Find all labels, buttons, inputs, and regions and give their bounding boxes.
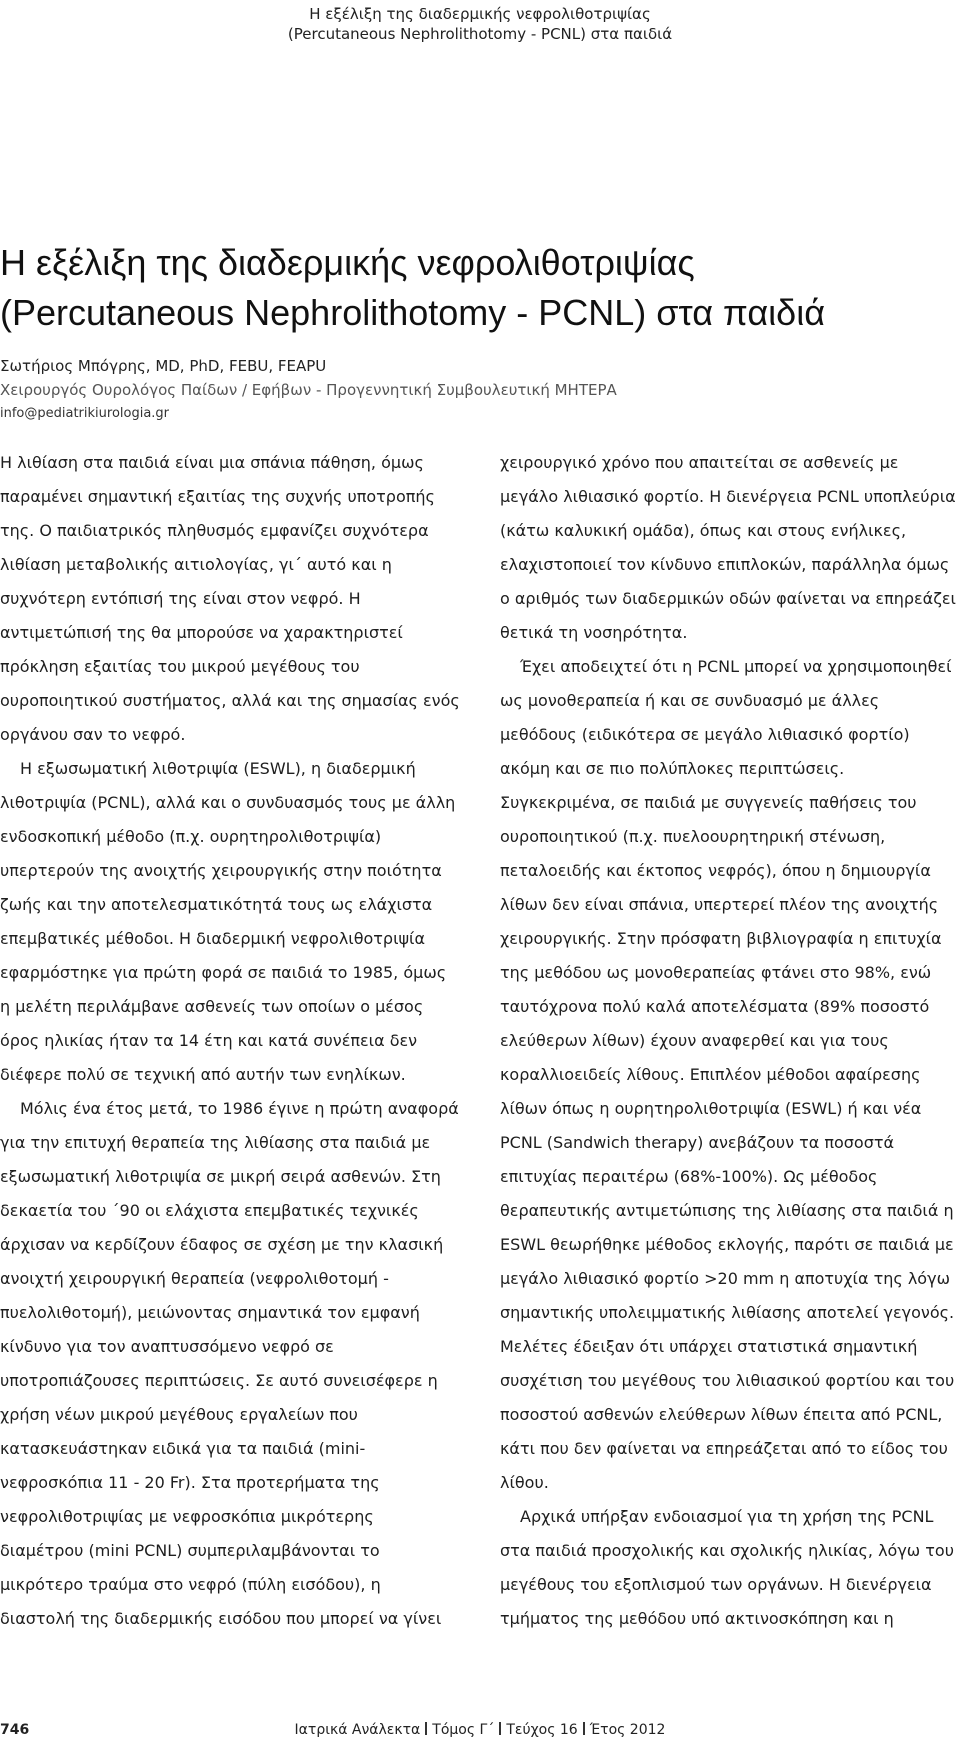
paragraph: Αρχικά υπήρξαν ενδοιασμοί για τη χρήση της PCNL στα παιδιά προσχολικής και σχολικής ηλικίας, λόγω του μεγέθους του εξοπλισμού των οργάνων. Η διενέργεια τμήματος της μεθόδου υπό ακτινοσκόπηση και η: [500, 1507, 954, 1628]
journal-year: Έτος 2012: [589, 1722, 666, 1738]
separator: [499, 1722, 501, 1735]
separator: [425, 1722, 427, 1735]
journal-info: [0, 1718, 960, 1742]
body-column-left: [0, 446, 460, 1636]
journal-issue: Τεύχος 16: [506, 1722, 578, 1738]
article-title-line-1: Η εξέλιξη της διαδερμικής νεφρολιθοτριψίας: [0, 242, 695, 283]
author-affiliation: Χειρουργός Ουρολόγος Παίδων / Εφήβων - Προγεννητική Συμβουλευτική ΜΗΤΕΡΑ: [0, 381, 617, 399]
page-footer: [0, 1718, 960, 1742]
separator: [583, 1722, 585, 1735]
journal-volume: Τόμος Γ΄: [432, 1722, 495, 1738]
running-header-line-2: (Percutaneous Nephrolithotomy - PCNL) στα παιδιά: [287, 25, 673, 43]
running-header-line-1: Η εξέλιξη της διαδερμικής νεφρολιθοτριψίας: [309, 5, 651, 23]
page-number: 746: [0, 1722, 30, 1738]
article-title: [0, 238, 950, 338]
paragraph: Έχει αποδειχτεί ότι η PCNL μπορεί να χρησιμοποιηθεί ως μονοθεραπεία ή και σε συνδυασμό με άλλες μεθόδους (ειδικότερα σε μεγάλο λιθιασικό φορτίο) ακόμη και σε πιο πολύπλοκες περιπτώσεις. Συγκεκριμένα, σε παιδιά με συγγενείς παθήσεις του ουροποιητικού (π.χ. πυελοουρητηρική στένωση, πεταλοειδής και έκτοπος νεφρός), όπου η δημιουργία λίθων δεν είναι σπάνια, υπερτερεί πλέον της ανοιχτής χειρουργικής. Στην πρόσφατη βιβλιογραφία η επιτυχία της μεθόδου ως μονοθεραπείας φτάνει στο 98%, ενώ ταυτόχρονα πολύ καλά αποτελέσματα (89% ποσοστό ελεύθερων λίθων) έχουν αναφερθεί και για τους κοραλλιοειδείς λίθους. Επιπλέον μέθοδοι αφαίρεσης λίθων όπως η ουρητηρολιθοτριψία (ESWL) ή και νέα PCNL (Sandwich therapy) ανεβάζουν τα ποσοστά επιτυχίας περαιτέρω (68%-100%). Ως μέθοδος θεραπευτικής αντιμετώπισης της λιθίασης στα παιδιά η ESWL θεωρήθηκε μέθοδος εκλογής, παρότι σε παιδιά με μεγάλο λιθιασικό φορτίο >20 mm η αποτυχία της λόγω σημαντικής υπολειμματικής λιθίασης αποτελεί γεγονός. Μελέτες έδειξαν ότι υπάρχει στατιστικά σημαντική συσχέτιση του μεγέθους του λιθιασικού φορτίου και του ποσοστού ασθενών ελεύθερων λίθων έπειτα από PCNL, κάτι που δεν φαίνεται να επηρεάζεται από το είδος του λίθου.: [500, 657, 955, 1492]
paragraph: Μόλις ένα έτος μετά, το 1986 έγινε η πρώτη αναφορά για την επιτυχή θεραπεία της λιθίασης στα παιδιά με εξωσωματική λιθοτριψία σε μικρή σειρά ασθενών. Στη δεκαετία του ΄90 οι ελάχιστα επεμβατικές τεχνικές άρχισαν να κερδίζουν έδαφος σε σχέση με την κλασική ανοιχτή χειρουργική θεραπεία (νεφρολιθοτομή - πυελολιθοτομή), μειώνοντας σημαντικά τον εμφανή κίνδυνο για τον αναπτυσσόμενο νεφρό σε υποτροπιάζουσες περιπτώσεις. Σε αυτό συνεισέφερε η χρήση νέων μικρού μεγέθους εργαλείων που κατασκευάστηκαν ειδικά για τα παιδιά (mini-νεφροσκόπια 11 - 20 Fr). Στα προτερήματα της νεφρολιθοτριψίας με νεφροσκόπια μικρότερης διαμέτρου (mini PCNL) συμπεριλαμβάνονται το μικρότερο τραύμα στο νεφρό (πύλη εισόδου), η διαστολή της διαδερμικής εισόδου που μπορεί να γίνει: [0, 1099, 459, 1628]
body-column-right: [500, 446, 960, 1636]
journal-name: Ιατρικά Ανάλεκτα: [294, 1722, 421, 1738]
article-title-line-2: (Percutaneous Nephrolithotomy - PCNL) στα παιδιά: [0, 292, 826, 333]
paragraph: Η εξωσωματική λιθοτριψία (ESWL), η διαδερμική λιθοτριψία (PCNL), αλλά και ο συνδυασμός τους με άλλη ενδοσκοπική μέθοδο (π.χ. ουρητηρολιθοτριψία) υπερτερούν της ανοιχτής χειρουργικής στην ποιότητα ζωής και την αποτελεσματικότητά τους ως ελάχιστα επεμβατικές μέθοδοι. Η διαδερμική νεφρολιθοτριψία εφαρμόστηκε για πρώτη φορά σε παιδιά το 1985, όμως η μελέτη περιλάμβανε ασθενείς των οποίων ο μέσος όρος ηλικίας ήταν τα 14 έτη και κατά συνέπεια δεν διέφερε πολύ σε τεχνική από αυτήν των ενηλίκων.: [0, 759, 456, 1084]
running-header: [0, 4, 960, 44]
author-name: Σωτήριος Μπόγρης, MD, PhD, FEBU, FEAPU: [0, 357, 327, 375]
author-email[interactable]: info@pediatrikiurologia.gr: [0, 406, 170, 421]
paragraph: Η λιθίαση στα παιδιά είναι μια σπάνια πάθηση, όμως παραμένει σημαντική εξαιτίας της συχνής υποτροπής της. Ο παιδιατρικός πληθυσμός εμφανίζει συχνότερα λιθίαση μεταβολικής αιτιολογίας, γι΄ αυτό και η συχνότερη εντόπισή της είναι στον νεφρό. Η αντιμετώπισή της θα μπορούσε να χαρακτηριστεί πρόκληση εξαιτίας του μικρού μεγέθους του ουροποιητικού συστήματος, αλλά και της σημασίας ενός οργάνου σαν το νεφρό.: [0, 453, 460, 744]
paragraph: χειρουργικό χρόνο που απαιτείται σε ασθενείς με μεγάλο λιθιασικό φορτίο. Η διενέργεια PCNL υποπλεύρια (κάτω καλυκική ομάδα), όπως και στους ενήλικες, ελαχιστοποιεί τον κίνδυνο επιπλοκών, παράλληλα όμως ο αριθμός των διαδερμικών οδών φαίνεται να επηρεάζει θετικά τη νοσηρότητα.: [500, 453, 956, 642]
